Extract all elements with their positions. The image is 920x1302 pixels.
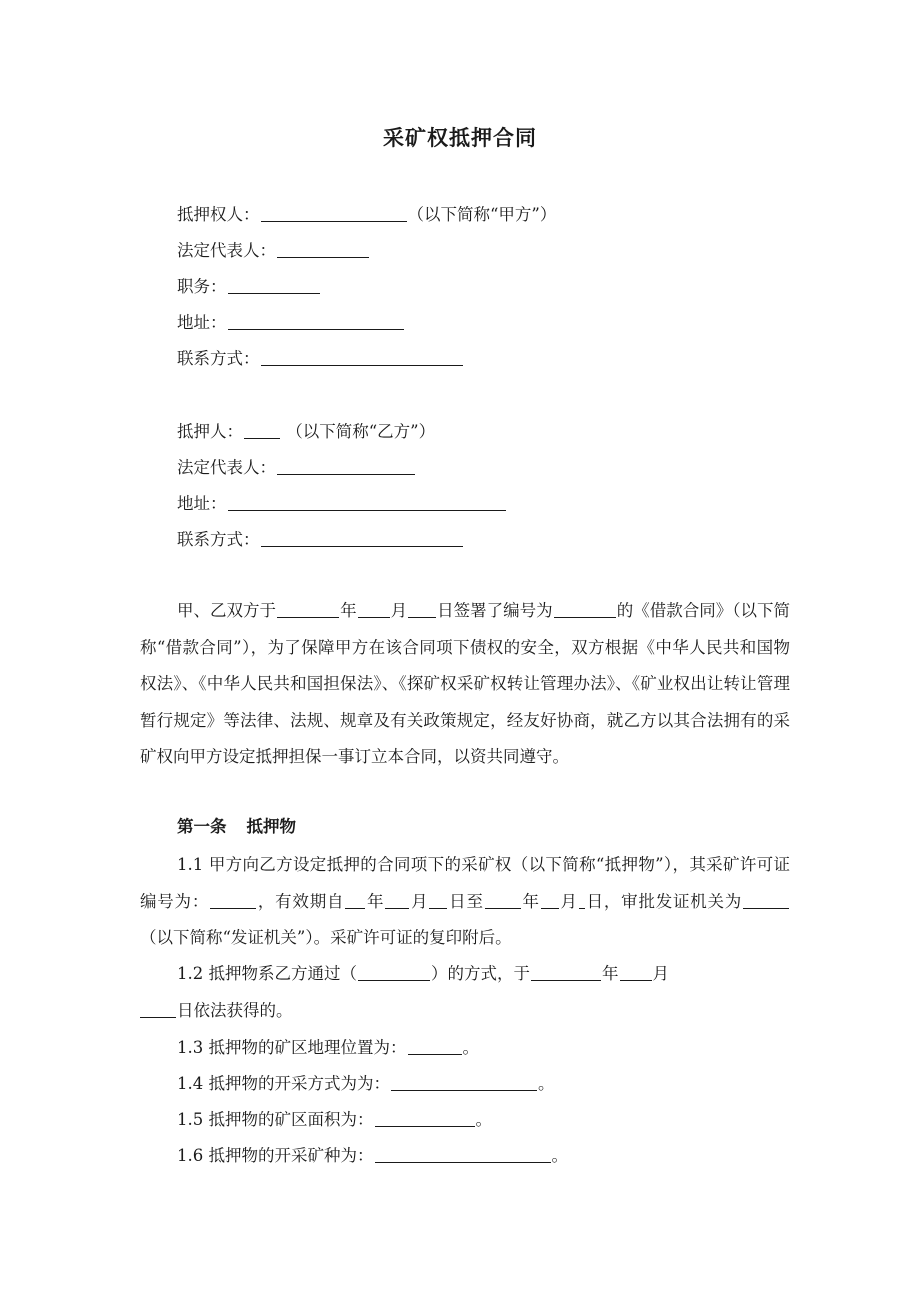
party-a-address-blank[interactable] xyxy=(228,311,404,330)
party-b-rep-line xyxy=(177,456,416,480)
preamble-text-3: 月 xyxy=(390,601,408,620)
preamble-text-1: 甲、乙双方于 xyxy=(177,601,277,620)
preamble-year-blank[interactable] xyxy=(277,599,339,618)
issuing-authority-blank[interactable] xyxy=(743,890,789,909)
preamble-contract-no-blank[interactable] xyxy=(554,599,616,618)
party-a-name-line xyxy=(177,203,556,227)
mine-area-blank[interactable] xyxy=(375,1108,475,1127)
clause-1-2 xyxy=(140,956,790,1029)
mine-location-blank[interactable] xyxy=(408,1036,462,1055)
party-a-contact-blank[interactable] xyxy=(261,347,463,366)
valid-to-day-blank[interactable] xyxy=(579,890,585,909)
party-a-position-blank[interactable] xyxy=(228,275,320,294)
party-b-name-line xyxy=(177,420,435,444)
clause-1-4-end: 。 xyxy=(538,1074,555,1093)
clause-1-5 xyxy=(177,1108,492,1132)
clause-1-3-end: 。 xyxy=(462,1038,479,1057)
article-1-number: 第一条 xyxy=(177,817,227,836)
clause-1-2-text-1: 1.2 抵押物系乙方通过（ xyxy=(177,964,357,983)
clause-1-1-text-6: 年 xyxy=(521,891,540,911)
license-number-blank[interactable] xyxy=(210,890,256,909)
party-b-rep-blank[interactable] xyxy=(277,456,415,475)
valid-to-year-blank[interactable] xyxy=(485,890,521,909)
clause-1-1 xyxy=(140,847,790,957)
preamble-text-5: 的《借款合同》（以下简称“借款合同”），为了保障甲方在该合同项下债权的安全，双方根据《中华人民共和国物权法》、《中华人民共和国担保法》、《探矿权采矿权转让管理办法》、《矿业权出让转让管理暂行规定》等法律、法规、规章及有关政策规定，经友好协商，就乙方以其合法拥有的采矿权向甲方设定抵押担保一事订立本合同，以资共同遵守。 xyxy=(140,601,791,767)
clause-1-1-text-1: 1.1 甲方向乙方设定抵押的合同项下的采矿权（以下简称“抵押物”），其采矿许可证编号为： xyxy=(140,855,790,911)
party-b-address-label: 地址： xyxy=(177,494,227,513)
party-a-rep-blank[interactable] xyxy=(277,239,369,258)
valid-to-month-blank[interactable] xyxy=(541,890,559,909)
clause-1-1-text-2: ，有效期自 xyxy=(257,891,345,911)
party-a-name-blank[interactable] xyxy=(261,203,407,222)
party-b-rep-label: 法定代表人： xyxy=(177,458,276,477)
clause-1-6-label: 1.6 抵押物的开采矿种为： xyxy=(177,1146,374,1165)
party-a-position-line xyxy=(177,275,321,299)
clause-1-4 xyxy=(177,1072,555,1096)
party-b-name-blank[interactable] xyxy=(244,420,280,439)
acquisition-method-blank[interactable] xyxy=(358,962,430,981)
clause-1-2-text-3: 年 xyxy=(602,964,619,983)
clause-1-6-end: 。 xyxy=(551,1146,568,1165)
valid-from-month-blank[interactable] xyxy=(385,890,409,909)
preamble-day-blank[interactable] xyxy=(408,599,436,618)
clause-1-1-text-4: 月 xyxy=(410,891,429,911)
clause-1-1-text-8: 日，审批发证机关为 xyxy=(585,891,743,911)
clause-1-4-label: 1.4 抵押物的开采方式为为： xyxy=(177,1074,390,1093)
party-b-contact-line xyxy=(177,528,464,552)
clause-1-5-label: 1.5 抵押物的矿区面积为： xyxy=(177,1110,374,1129)
party-a-contact-label: 联系方式： xyxy=(177,349,260,368)
party-a-address-line xyxy=(177,311,405,335)
party-b-address-line xyxy=(177,492,507,516)
valid-from-day-blank[interactable] xyxy=(429,890,447,909)
mineral-type-blank[interactable] xyxy=(375,1144,551,1163)
clause-1-6 xyxy=(177,1144,568,1168)
party-a-rep-line xyxy=(177,239,370,263)
clause-1-2-text-2: ）的方式，于 xyxy=(431,964,530,983)
article-1-heading xyxy=(177,815,296,839)
party-a-name-label: 抵押权人： xyxy=(177,205,260,224)
clause-1-1-text-5: 日至 xyxy=(448,891,484,911)
valid-from-year-blank[interactable] xyxy=(345,890,365,909)
article-1-title: 抵押物 xyxy=(246,817,296,836)
acquisition-year-blank[interactable] xyxy=(531,962,601,981)
preamble-month-blank[interactable] xyxy=(358,599,390,618)
party-b-contact-blank[interactable] xyxy=(261,528,463,547)
clause-1-3 xyxy=(177,1036,479,1060)
preamble-text-2: 年 xyxy=(340,601,357,620)
clause-1-2-text-5: 日依法获得的。 xyxy=(177,1000,293,1020)
party-a-position-label: 职务： xyxy=(177,277,227,296)
preamble-paragraph xyxy=(140,593,790,776)
party-b-name-label: 抵押人： xyxy=(177,422,243,441)
party-a-contact-line xyxy=(177,347,464,371)
acquisition-day-blank[interactable] xyxy=(140,999,176,1018)
party-b-contact-label: 联系方式： xyxy=(177,530,260,549)
document-title: 采矿权抵押合同 xyxy=(383,126,537,150)
clause-1-1-text-9: （以下简称“发证机关”）。采矿许可证的复印附后。 xyxy=(140,928,512,948)
party-a-address-label: 地址： xyxy=(177,313,227,332)
clause-1-1-text-7: 月 xyxy=(559,891,578,911)
clause-1-5-end: 。 xyxy=(475,1110,492,1129)
preamble-text-4: 日签署了编号为 xyxy=(437,601,553,620)
party-a-name-suffix: （以下简称“甲方”） xyxy=(407,205,557,224)
clause-1-3-label: 1.3 抵押物的矿区地理位置为： xyxy=(177,1038,407,1057)
clause-1-1-text-3: 年 xyxy=(366,891,385,911)
party-a-rep-label: 法定代表人： xyxy=(177,241,276,260)
party-b-address-blank[interactable] xyxy=(228,492,506,511)
clause-1-2-text-4: 月 xyxy=(652,964,669,983)
party-b-name-suffix: （以下简称“乙方”） xyxy=(281,422,436,441)
acquisition-month-blank[interactable] xyxy=(620,962,652,981)
mining-method-blank[interactable] xyxy=(391,1072,537,1091)
